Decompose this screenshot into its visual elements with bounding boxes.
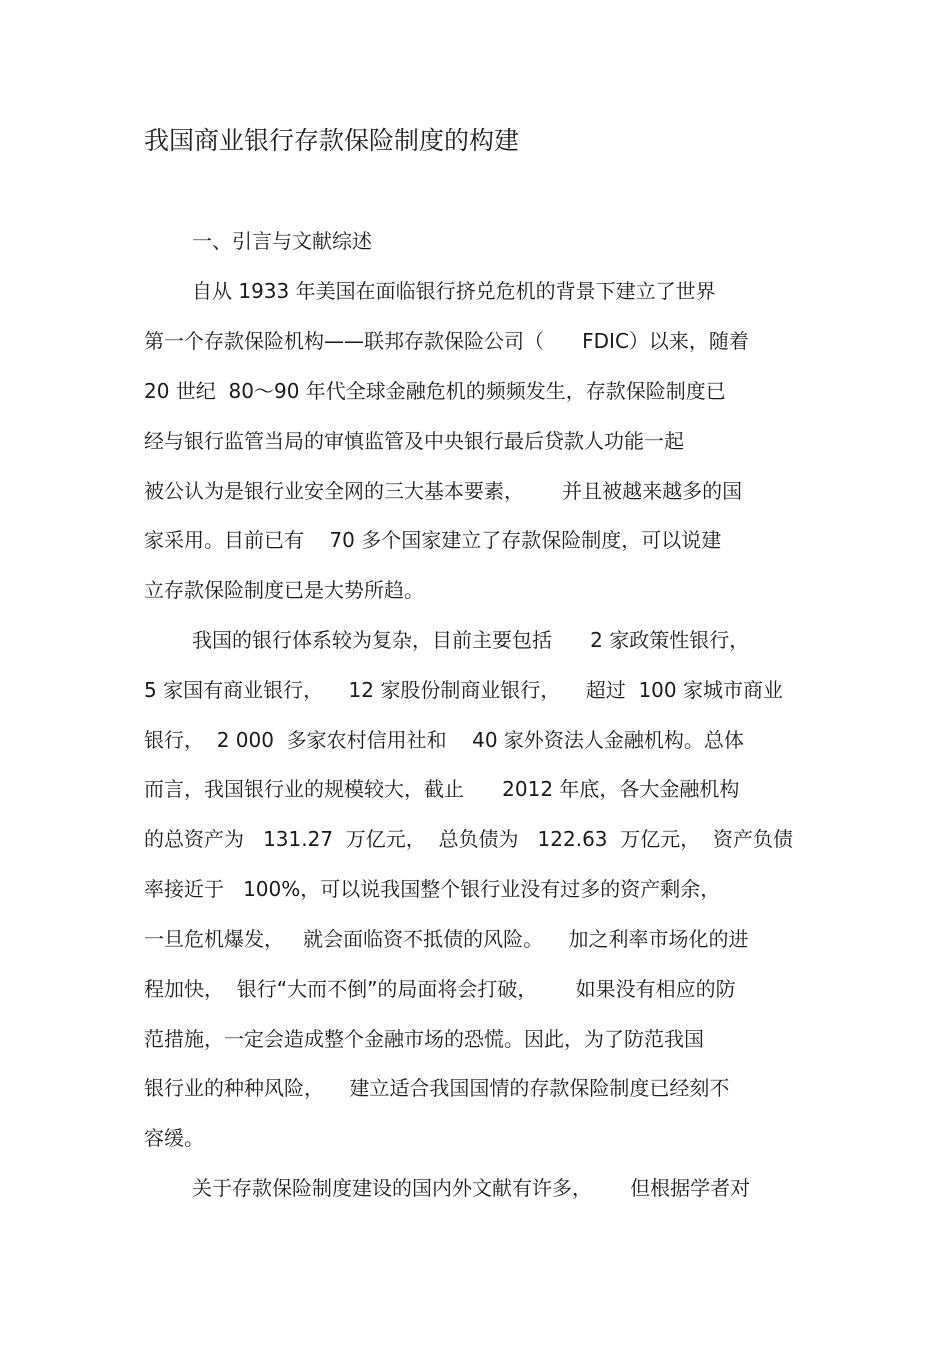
paragraph-line: 一旦危机爆发， 就会面临资不抵债的风险。 加之利率市场化的进	[144, 927, 749, 951]
paragraph-line: 我国的银行体系较为复杂，目前主要包括 2 家政策性银行，	[192, 628, 750, 652]
paragraph-line: 立存款保险制度已是大势所趋。	[144, 578, 424, 602]
paragraph-line: 而言，我国银行业的规模较大，截止 2012 年底，各大金融机构	[144, 777, 740, 801]
paragraph-line: 第一个存款保险机构——联邦存款保险公司（ FDIC）以来，随着	[144, 329, 749, 353]
paragraph-line: 银行业的种种风险， 建立适合我国国情的存款保险制度已经刻不	[144, 1076, 730, 1100]
paragraph-line: 范措施，一定会造成整个金融市场的恐慌。因此，为了防范我国	[144, 1027, 704, 1051]
paragraph-line: 家采用。目前已有 70 多个国家建立了存款保险制度，可以说建	[144, 528, 722, 552]
paragraph-line: 的总资产为 131.27 万亿元， 总负债为 122.63 万亿元， 资产负债	[144, 827, 793, 851]
paragraph-line: 率接近于 100%，可以说我国整个银行业没有过多的资产剩余，	[144, 877, 721, 901]
paragraph-line: 关于存款保险制度建设的国内外文献有许多， 但根据学者对	[192, 1176, 751, 1200]
document-title: 我国商业银行存款保险制度的构建	[144, 126, 520, 155]
paragraph-line: 20 世纪 80～90 年代全球金融危机的频频发生，存款保险制度已	[144, 379, 726, 403]
paragraph-line: 经与银行监管当局的审慎监管及中央银行最后贷款人功能一起	[144, 429, 684, 453]
section-heading: 一、引言与文献综述	[192, 229, 372, 253]
paragraph-line: 被公认为是银行业安全网的三大基本要素， 并且被越来越多的国	[144, 479, 743, 503]
paragraph-line: 容缓。	[144, 1126, 204, 1150]
paragraph-line: 自从 1933 年美国在面临银行挤兑危机的背景下建立了世界	[192, 279, 716, 303]
paragraph-line: 5 家国有商业银行， 12 家股份制商业银行， 超过 100 家城市商业	[144, 678, 783, 702]
paragraph-line: 程加快， 银行“大而不倒”的局面将会打破， 如果没有相应的防	[144, 977, 736, 1001]
paragraph-line: 银行， 2 000 多家农村信用社和 40 家外资法人金融机构。总体	[144, 728, 744, 752]
